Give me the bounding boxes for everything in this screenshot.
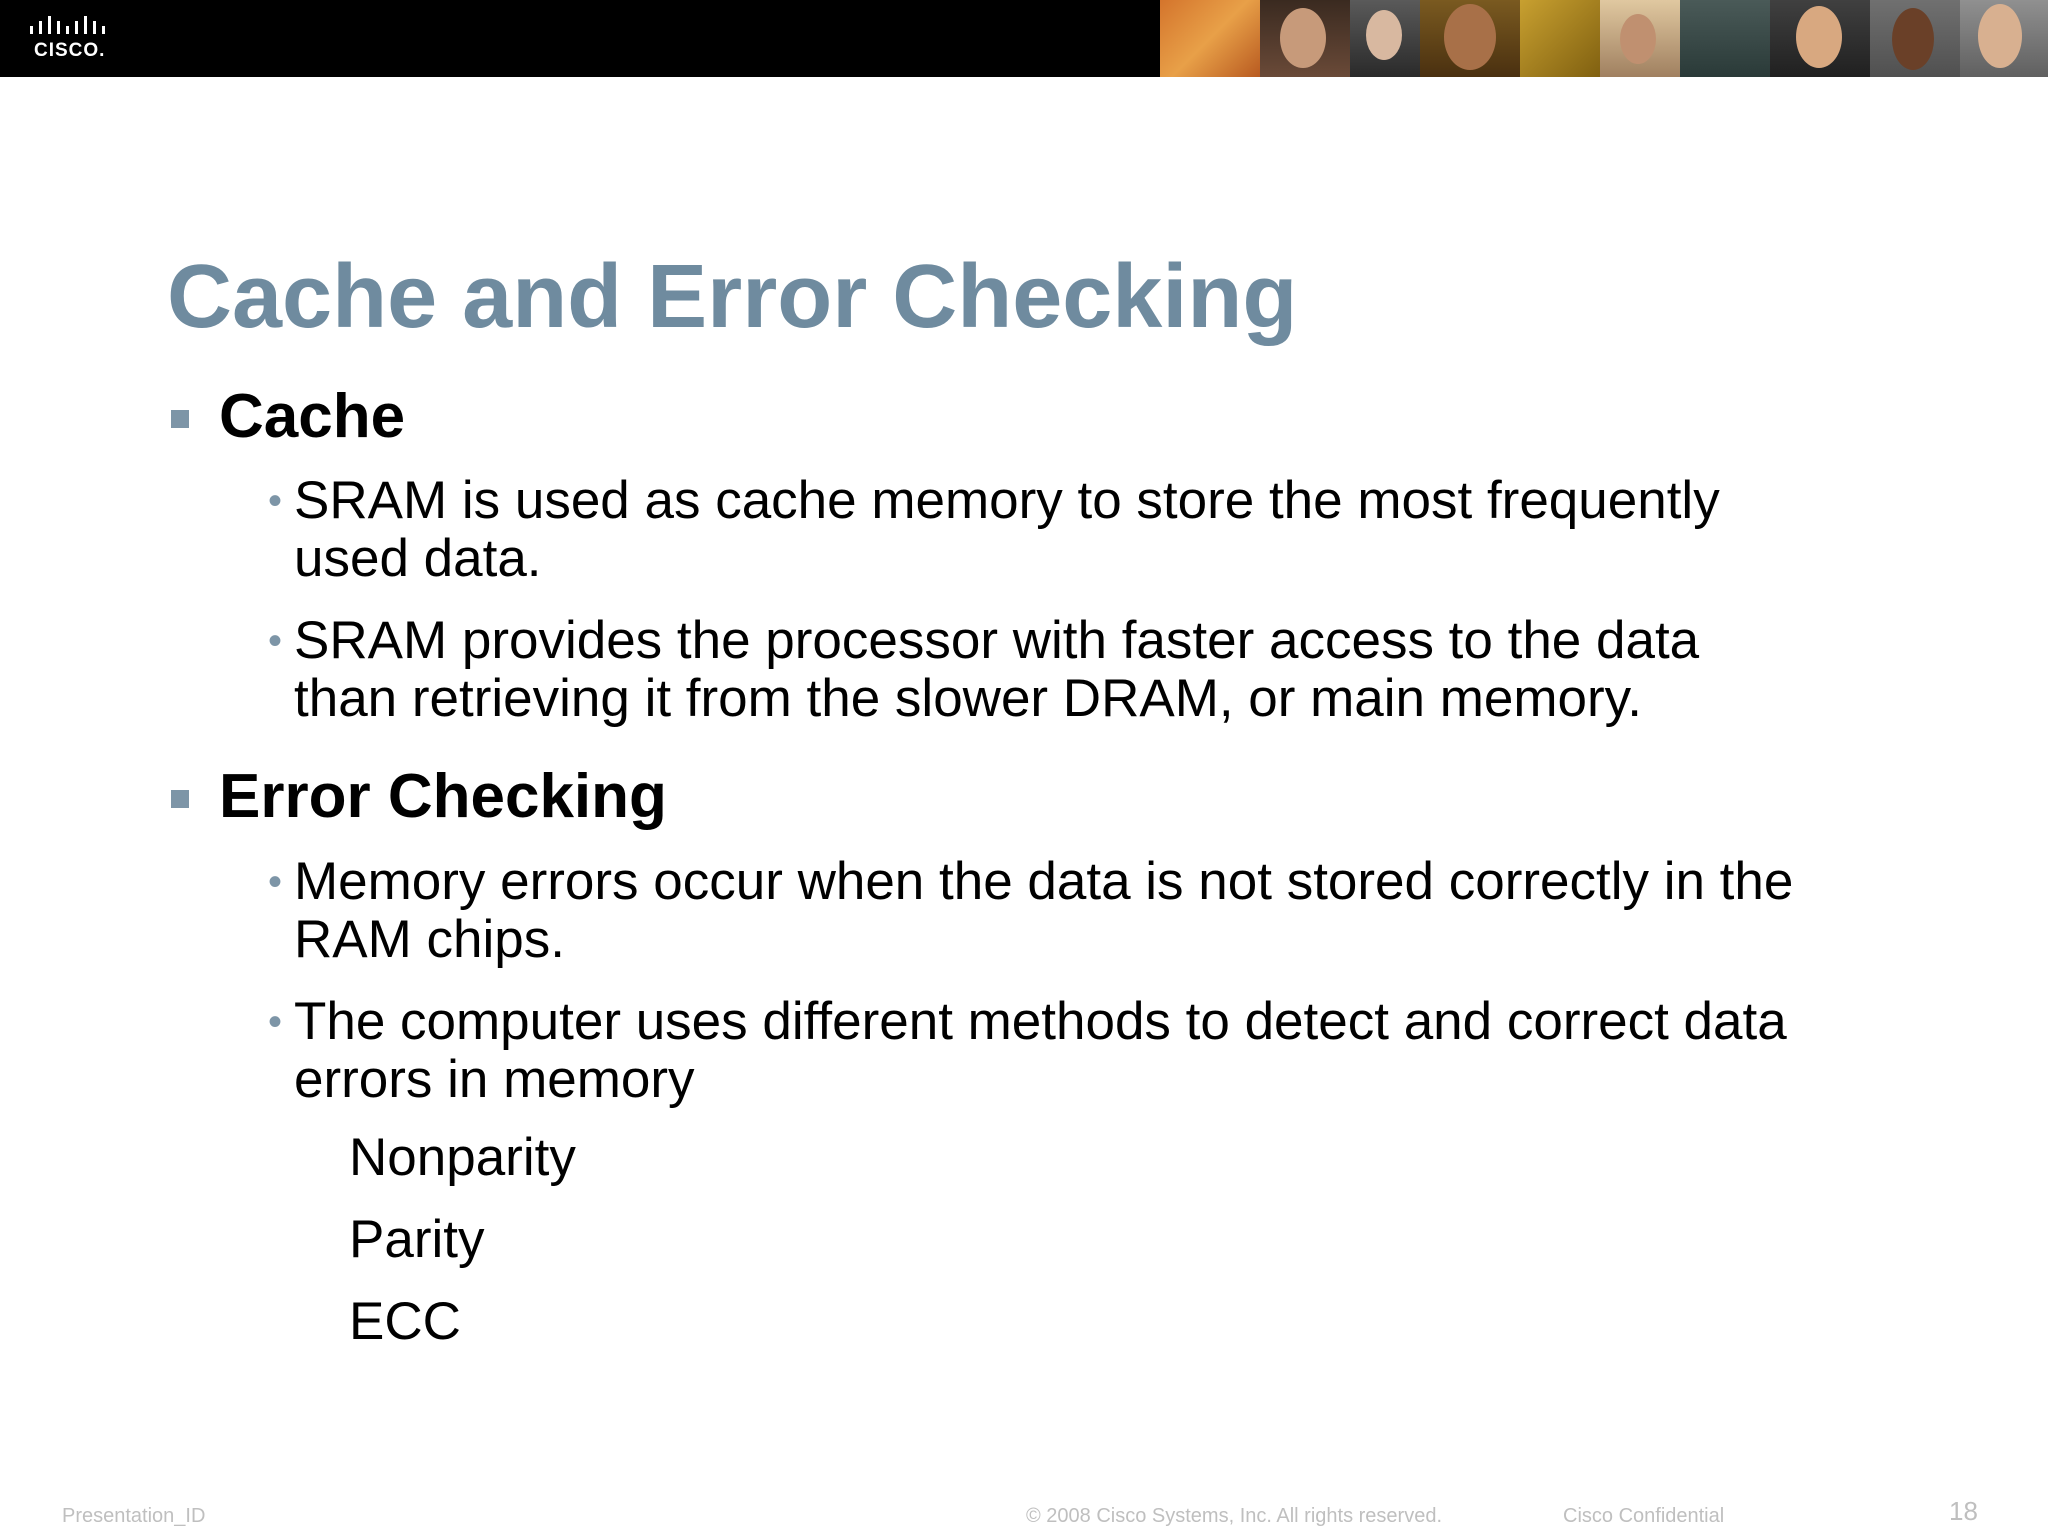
header-photo: [1350, 0, 1420, 77]
list-item: [167, 993, 1927, 1109]
header-photo: [1260, 0, 1350, 77]
header-photo: [1160, 0, 1260, 77]
bullet-line: used data.: [294, 529, 542, 589]
sub-list-item: Parity: [349, 1209, 485, 1269]
header-photo: [1770, 0, 1870, 77]
bullet-dot-icon: •: [268, 619, 283, 664]
section-heading-cache: [167, 380, 1927, 454]
section-heading-text: Cache: [219, 382, 406, 451]
cisco-bridge-icon: [30, 14, 114, 40]
footer-confidential: Cisco Confidential: [1563, 1505, 1725, 1527]
list-item: [167, 612, 1927, 728]
header-photo: [1520, 0, 1600, 77]
bullet-dot-icon: •: [268, 479, 283, 524]
footer-page-number: 18: [1949, 1496, 1978, 1526]
sub-list-item: Nonparity: [349, 1127, 576, 1187]
footer-presentation-id: Presentation_ID: [62, 1505, 206, 1527]
slide-title: Cache and Error Checking: [167, 247, 1298, 347]
logo-text: CISCO.: [34, 40, 106, 61]
header-photo: [1960, 0, 2048, 77]
header-photo: [1420, 0, 1520, 77]
slide-body: [167, 380, 1927, 1351]
header-bar: [0, 0, 2048, 77]
bullet-line: Memory errors occur when the data is not stored correctly in the: [294, 851, 1794, 911]
bullet-dot-icon: •: [268, 999, 283, 1044]
cisco-logo-icon: [30, 14, 120, 64]
list-item: [167, 853, 1927, 969]
square-bullet-icon: [171, 410, 189, 428]
header-photo: [1600, 0, 1680, 77]
square-bullet-icon: [171, 790, 189, 808]
bullet-line: The computer uses different methods to detect and correct data: [294, 991, 1787, 1051]
bullet-dot-icon: •: [268, 859, 283, 904]
bullet-line: RAM chips.: [294, 909, 565, 969]
bullet-line: SRAM provides the processor with faster access to the data: [294, 611, 1700, 671]
section-heading-text: Error Checking: [219, 762, 667, 832]
bullet-line: errors in memory: [294, 1049, 695, 1109]
header-photo: [1680, 0, 1770, 77]
section-heading-error-checking: [167, 760, 1927, 834]
header-photo-strip: [1160, 0, 2048, 77]
bullet-line: SRAM is used as cache memory to store the most frequently: [294, 471, 1720, 531]
list-item: [167, 472, 1927, 588]
header-photo: [1870, 0, 1960, 77]
footer-copyright: © 2008 Cisco Systems, Inc. All rights reserved.: [1026, 1505, 1443, 1527]
sub-list-item: ECC: [349, 1291, 461, 1351]
bullet-line: than retrieving it from the slower DRAM, or main memory.: [294, 669, 1642, 729]
